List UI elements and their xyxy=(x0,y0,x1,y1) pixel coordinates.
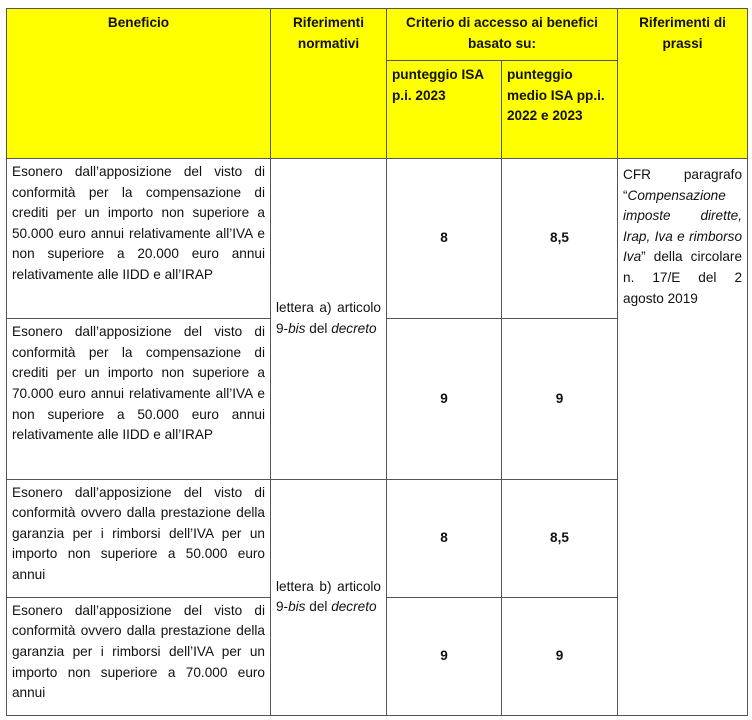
punteggio-2023-cell: 9 xyxy=(387,319,502,479)
punteggio-medio-cell: 8,5 xyxy=(502,479,618,597)
riferimento-prassi-cell xyxy=(618,159,748,716)
beneficio-cell: Esonero dall’apposizione del visto di conformità per la compensazione di crediti per un importo non superiore a 50.000 euro annui relativamente all’IVA e non superiore a 20.000 euro annui relativamente alle IIDD e all’IRAP xyxy=(7,159,271,319)
punteggio-2023-cell: 8 xyxy=(387,159,502,319)
riferimento-lettera: lettera b) articolo 9- xyxy=(276,578,381,615)
beneficio-cell: Esonero dall’apposizione del visto di conformità ovvero dalla prestazione della garanzia per i rimborsi dell’IVA per un importo non superiore a 70.000 euro annui xyxy=(7,597,271,715)
beneficio-cell: Esonero dall’apposizione del visto di conformità ovvero dalla prestazione della garanzia per i rimborsi dell’IVA per un importo non superiore a 50.000 euro annui xyxy=(7,479,271,597)
punteggio-medio-cell: 9 xyxy=(502,597,618,715)
prassi-cfr: CFR paragrafo “ xyxy=(623,167,743,203)
header-beneficio: Beneficio xyxy=(7,9,271,159)
riferimento-bis: bis xyxy=(288,320,306,336)
isa-benefits-table xyxy=(6,8,748,716)
prassi-titolo: Compensazione imposte dirette, Irap, Iva e rimborso Iva xyxy=(623,187,743,265)
riferimento-del: del xyxy=(309,320,328,336)
riferimento-normativo-cell xyxy=(271,479,387,715)
riferimento-decreto: decreto xyxy=(331,599,377,615)
table-row xyxy=(7,159,748,319)
prassi-circolare: ” della circolare n. 17/E del 2 agosto 2019 xyxy=(623,249,743,306)
riferimento-lettera: lettera a) articolo 9- xyxy=(276,300,381,336)
beneficio-cell: Esonero dall’apposizione del visto di conformità per la compensazione di crediti per un importo non superiore a 70.000 euro annui relativamente all’IVA e non superiore a 50.000 euro annui relativamente alle IIDD e all’IRAP xyxy=(7,319,271,479)
riferimento-decreto: decreto xyxy=(331,320,377,336)
header-criterio-accesso: Criterio di accesso ai benefici basato su: xyxy=(387,9,618,61)
header-riferimenti-prassi: Riferimenti di prassi xyxy=(618,9,748,159)
header-punteggio-isa-2023: punteggio ISA p.i. 2023 xyxy=(387,61,502,159)
punteggio-medio-cell: 8,5 xyxy=(502,159,618,319)
punteggio-2023-cell: 8 xyxy=(387,479,502,597)
header-riferimenti-normativi: Riferimenti normativi xyxy=(271,9,387,159)
riferimento-del: del xyxy=(309,599,328,615)
riferimento-normativo-cell xyxy=(271,159,387,480)
punteggio-2023-cell: 9 xyxy=(387,597,502,715)
header-punteggio-medio-isa: punteggio medio ISA pp.i. 2022 e 2023 xyxy=(502,61,618,159)
riferimento-bis: bis xyxy=(288,599,306,615)
punteggio-medio-cell: 9 xyxy=(502,319,618,479)
